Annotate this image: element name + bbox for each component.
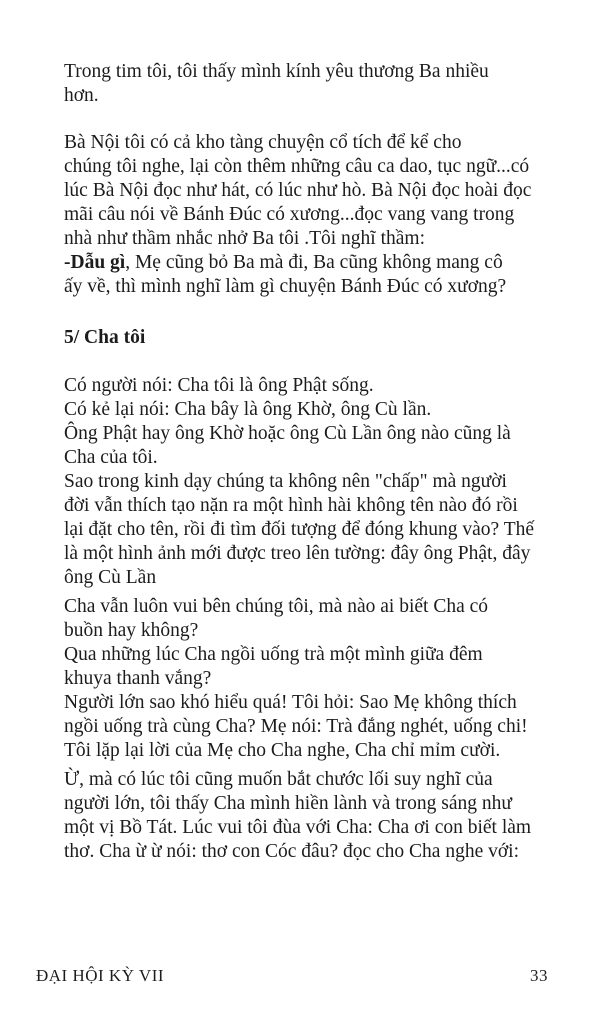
text-line: Ông Phật hay ông Khờ hoặc ông Cù Lần ông nào cũng là xyxy=(64,423,511,444)
text-line: Trong tim tôi, tôi thấy mình kính yêu thương Ba nhiều xyxy=(64,61,489,82)
text-line: mãi câu nói về Bánh Đúc có xương...đọc vang vang trong xyxy=(64,204,515,225)
text-line: lại đặt cho tên, rồi đi tìm đối tượng để đóng khung vào? Thế xyxy=(64,519,535,540)
text-line: nhà như thầm nhắc nhở Ba tôi .Tôi nghĩ thầm: xyxy=(64,228,425,249)
text-line xyxy=(64,251,503,275)
text-line: ngồi uống trà cùng Cha? Mẹ nói: Trà đắng nghét, uống chi! xyxy=(64,716,528,737)
text-line: Ừ, mà có lúc tôi cũng muốn bắt chước lối suy nghĩ của xyxy=(64,769,493,790)
text-line: Cha vẫn luôn vui bên chúng tôi, mà nào ai biết Cha có xyxy=(64,596,489,617)
text-line: lúc Bà Nội đọc như hát, có lúc như hò. Bà Nội đọc hoài đọc xyxy=(64,180,532,201)
emphasis-text: -Dẫu gì xyxy=(64,252,126,273)
text-line: Người lớn sao khó hiểu quá! Tôi hỏi: Sao Mẹ không thích xyxy=(64,692,517,713)
text-line: ông Cù Lần xyxy=(64,567,157,588)
text-line: Cha của tôi. xyxy=(64,447,158,468)
line-rest: , Mẹ cũng bỏ Ba mà đi, Ba cũng không mang cô xyxy=(125,252,503,273)
text-line: Sao trong kinh dạy chúng ta không nên "chấp" mà người xyxy=(64,471,507,492)
text-line: Có kẻ lại nói: Cha bây là ông Khờ, ông Cù lần. xyxy=(64,399,432,420)
text-line: một vị Bồ Tát. Lúc vui tôi đùa với Cha: Cha ơi con biết làm xyxy=(64,817,532,838)
text-line: khuya thanh vắng? xyxy=(64,668,212,689)
text-line: đời vẫn thích tạo nặn ra một hình hài không tên nào đó rồi xyxy=(64,495,518,516)
text-line: Tôi lặp lại lời của Mẹ cho Cha nghe, Cha chỉ mỉm cười. xyxy=(64,740,501,761)
text-line: thơ. Cha ừ ừ nói: thơ con Cóc đâu? đọc cho Cha nghe với: xyxy=(64,841,519,862)
text-line: Bà Nội tôi có cả kho tàng chuyện cổ tích để kể cho xyxy=(64,132,462,153)
text-line: hơn. xyxy=(64,85,99,106)
text-line: Qua những lúc Cha ngồi uống trà một mình giữa đêm xyxy=(64,644,483,665)
section-heading: 5/ Cha tôi xyxy=(64,327,146,348)
text-line: người lớn, tôi thấy Cha mình hiền lành và trong sáng như xyxy=(64,793,512,814)
text-line: Có người nói: Cha tôi là ông Phật sống. xyxy=(64,375,374,396)
text-line: buồn hay không? xyxy=(64,620,199,641)
page-number: 33 xyxy=(530,966,548,985)
text-line: chúng tôi nghe, lại còn thêm những câu ca dao, tục ngữ...có xyxy=(64,156,530,177)
text-line: ấy về, thì mình nghĩ làm gì chuyện Bánh Đúc có xương? xyxy=(64,276,507,297)
text-line: là một hình ảnh mới được treo lên tường: đây ông Phật, đây xyxy=(64,543,531,564)
footer-title: ĐẠI HỘI KỲ VII xyxy=(36,966,165,985)
